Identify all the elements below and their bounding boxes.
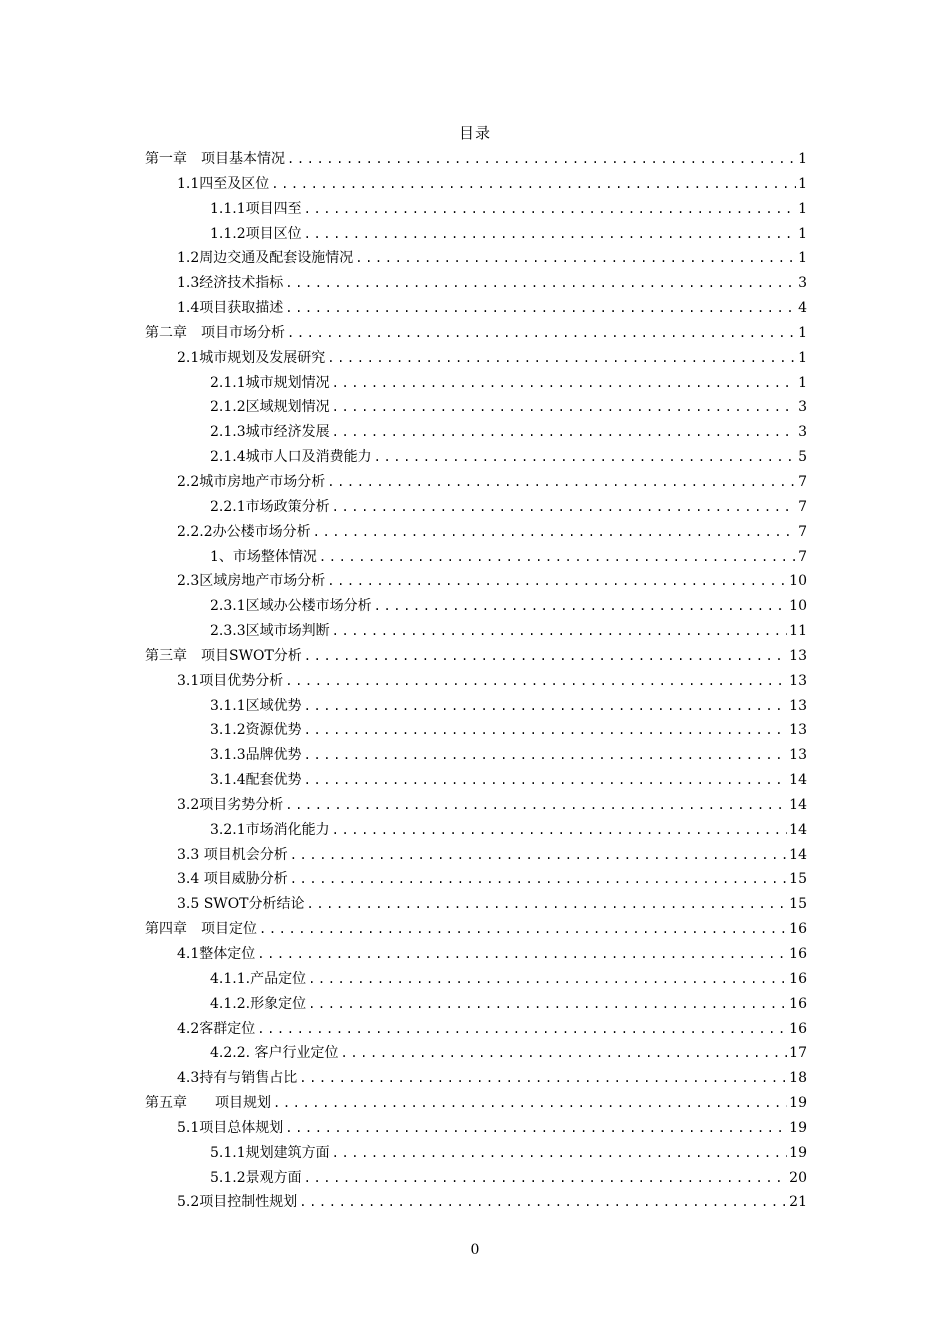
toc-entry-label: 3.2项目劣势分析 — [177, 796, 284, 813]
toc-leader-dots — [332, 619, 788, 644]
toc-entry[interactable] — [145, 743, 807, 768]
toc-leader-dots — [273, 1091, 787, 1116]
toc-entry-page: 17 — [789, 1045, 807, 1062]
toc-entry-page: 7 — [798, 473, 807, 490]
toc-entry-page: 14 — [789, 821, 807, 838]
toc-entry-label: 2.2城市房地产市场分析 — [177, 473, 326, 490]
toc-leader-dots — [299, 1190, 787, 1215]
toc-entry[interactable] — [145, 1041, 807, 1066]
toc-entry-label: 3.1.3品牌优势 — [210, 747, 302, 764]
toc-leader-dots — [341, 1041, 788, 1066]
toc-entry[interactable] — [145, 669, 807, 694]
toc-leader-dots — [290, 867, 787, 892]
toc-leader-dots — [327, 346, 796, 371]
toc-entry-label: 1.1.2项目区位 — [210, 225, 302, 242]
toc-entry[interactable] — [145, 843, 807, 868]
toc-entry-label: 2.1.4城市人口及消费能力 — [210, 449, 372, 466]
toc-entry-page: 18 — [789, 1070, 807, 1087]
toc-entry-page: 1 — [798, 250, 807, 267]
table-of-contents — [145, 147, 807, 1215]
toc-leader-dots — [332, 420, 796, 445]
toc-entry-label: 3.4 项目威胁分析 — [177, 871, 288, 888]
toc-entry-page: 7 — [798, 523, 807, 540]
toc-entry-page: 1 — [798, 349, 807, 366]
toc-entry-page: 1 — [798, 225, 807, 242]
toc-entry-label: 2.2.1市场政策分析 — [210, 498, 330, 515]
toc-entry-page: 16 — [789, 921, 807, 938]
toc-leader-dots — [332, 1141, 788, 1166]
toc-entry-label: 5.1项目总体规划 — [177, 1119, 284, 1136]
toc-entry-page: 3 — [798, 424, 807, 441]
toc-entry-page: 5 — [798, 449, 807, 466]
toc-entry[interactable] — [145, 1116, 807, 1141]
toc-entry-label: 2.1.2区域规划情况 — [210, 399, 330, 416]
toc-entry[interactable] — [145, 222, 807, 247]
toc-entry-label: 5.2项目控制性规划 — [177, 1194, 298, 1211]
toc-entry[interactable] — [145, 967, 807, 992]
toc-entry[interactable] — [145, 545, 807, 570]
toc-entry-label: 4.2.2. 客户行业定位 — [210, 1045, 339, 1062]
toc-leader-dots — [307, 892, 788, 917]
toc-entry-label: 3.3 项目机会分析 — [177, 846, 288, 863]
toc-leader-dots — [332, 371, 796, 396]
toc-entry-page: 1 — [798, 324, 807, 341]
toc-entry[interactable] — [145, 867, 807, 892]
toc-entry-page: 19 — [789, 1119, 807, 1136]
toc-leader-dots — [313, 520, 796, 545]
toc-leader-dots — [304, 768, 788, 793]
toc-leader-dots — [308, 992, 787, 1017]
toc-entry-label: 2.3.3区域市场判断 — [210, 623, 330, 640]
toc-leader-dots — [332, 818, 788, 843]
toc-entry-page: 10 — [789, 573, 807, 590]
toc-entry[interactable] — [145, 296, 807, 321]
toc-leader-dots — [304, 694, 788, 719]
toc-entry[interactable] — [145, 594, 807, 619]
toc-entry-label: 2.3.1区域办公楼市场分析 — [210, 598, 372, 615]
toc-entry[interactable] — [145, 793, 807, 818]
toc-entry-label: 4.1.2.形象定位 — [210, 995, 307, 1012]
toc-entry-label: 2.1.1城市规划情况 — [210, 374, 330, 391]
toc-leader-dots — [285, 296, 796, 321]
toc-leader-dots — [287, 147, 796, 172]
toc-entry[interactable] — [145, 942, 807, 967]
toc-entry[interactable] — [145, 197, 807, 222]
toc-entry-label: 4.2客群定位 — [177, 1020, 256, 1037]
toc-leader-dots — [374, 594, 788, 619]
toc-entry-label: 4.1整体定位 — [177, 946, 256, 962]
toc-leader-dots — [304, 1166, 788, 1191]
toc-entry-label: 3.1.1区域优势 — [210, 697, 302, 714]
toc-entry-label: 1、市场整体情况 — [210, 548, 317, 565]
toc-entry-label: 1.1.1项目四至 — [210, 200, 302, 217]
toc-entry-label: 3.1.2资源优势 — [210, 722, 302, 739]
toc-entry-page: 21 — [789, 1194, 807, 1211]
toc-entry[interactable] — [145, 395, 807, 420]
toc-entry-page: 16 — [789, 946, 807, 962]
toc-leader-dots — [259, 917, 787, 942]
toc-entry-page: 20 — [789, 1169, 807, 1186]
toc-entry-label: 2.3区域房地产市场分析 — [177, 573, 326, 590]
toc-entry[interactable] — [145, 371, 807, 396]
toc-leader-dots — [285, 1116, 787, 1141]
toc-leader-dots — [355, 246, 796, 271]
toc-entry-label: 1.2周边交通及配套设施情况 — [177, 250, 354, 267]
toc-entry-page: 14 — [789, 772, 807, 789]
toc-entry-page: 4 — [798, 300, 807, 317]
toc-entry[interactable] — [145, 321, 807, 346]
toc-entry-label: 1.1四至及区位 — [177, 175, 270, 192]
toc-leader-dots — [285, 793, 787, 818]
toc-entry[interactable] — [145, 1066, 807, 1091]
toc-leader-dots — [285, 669, 787, 694]
toc-entry-label: 2.2.2办公楼市场分析 — [177, 523, 311, 540]
toc-entry-label: 第三章 项目SWOT分析 — [145, 647, 302, 664]
page-title: 目录 — [458, 124, 491, 142]
toc-entry-label: 第一章 项目基本情况 — [145, 151, 285, 167]
toc-entry-label: 5.1.2景观方面 — [210, 1169, 302, 1186]
toc-leader-dots — [374, 445, 796, 470]
toc-entry-label: 3.1.4配套优势 — [210, 772, 302, 789]
toc-entry-page: 3 — [798, 275, 807, 292]
toc-leader-dots — [304, 644, 787, 669]
toc-leader-dots — [327, 569, 787, 594]
toc-entry-page: 7 — [798, 498, 807, 515]
toc-leader-dots — [257, 942, 787, 967]
toc-entry[interactable] — [145, 992, 807, 1017]
toc-leader-dots — [304, 197, 796, 222]
toc-entry[interactable] — [145, 768, 807, 793]
toc-entry-page: 15 — [789, 871, 807, 888]
toc-entry-page: 1 — [798, 151, 807, 167]
toc-leader-dots — [285, 271, 796, 296]
toc-leader-dots — [290, 843, 787, 868]
toc-entry-page: 16 — [789, 995, 807, 1012]
toc-leader-dots — [308, 967, 787, 992]
toc-entry[interactable] — [145, 644, 807, 669]
toc-entry[interactable] — [145, 892, 807, 917]
toc-entry-page: 16 — [789, 1020, 807, 1037]
toc-entry-page: 13 — [789, 747, 807, 764]
toc-entry-label: 4.3持有与销售占比 — [177, 1070, 298, 1087]
toc-entry[interactable] — [145, 1141, 807, 1166]
toc-entry[interactable] — [145, 1091, 807, 1116]
toc-entry-label: 1.3经济技术指标 — [177, 275, 284, 292]
toc-entry[interactable] — [145, 346, 807, 371]
toc-entry[interactable] — [145, 172, 807, 197]
toc-entry-page: 3 — [798, 399, 807, 416]
toc-leader-dots — [332, 395, 796, 420]
page-number: 0 — [470, 1242, 480, 1258]
toc-entry-label: 2.1.3城市经济发展 — [210, 424, 330, 441]
toc-entry-page: 16 — [789, 970, 807, 987]
toc-leader-dots — [319, 545, 796, 570]
toc-entry[interactable] — [145, 147, 807, 172]
toc-entry-page: 1 — [798, 175, 807, 192]
toc-leader-dots — [332, 495, 796, 520]
toc-entry-page: 13 — [789, 672, 807, 689]
toc-entry-page: 19 — [789, 1144, 807, 1161]
toc-entry[interactable] — [145, 917, 807, 942]
toc-entry-page: 13 — [789, 647, 807, 664]
toc-leader-dots — [304, 222, 796, 247]
toc-entry-label: 3.2.1市场消化能力 — [210, 821, 330, 838]
toc-entry[interactable] — [145, 1190, 807, 1215]
toc-entry-page: 13 — [789, 697, 807, 714]
toc-entry-page: 13 — [789, 722, 807, 739]
toc-entry-label: 第四章 项目定位 — [145, 921, 257, 938]
toc-entry-page: 19 — [789, 1095, 807, 1112]
toc-entry[interactable] — [145, 1017, 807, 1042]
toc-entry[interactable] — [145, 694, 807, 719]
toc-entry[interactable] — [145, 271, 807, 296]
toc-entry[interactable] — [145, 818, 807, 843]
toc-entry-page: 11 — [789, 623, 807, 640]
toc-entry-label: 4.1.1.产品定位 — [210, 970, 307, 987]
toc-leader-dots — [287, 321, 796, 346]
toc-entry-page: 14 — [789, 846, 807, 863]
toc-entry[interactable] — [145, 1166, 807, 1191]
toc-leader-dots — [327, 470, 796, 495]
toc-entry[interactable] — [145, 619, 807, 644]
toc-entry-page: 15 — [789, 896, 807, 913]
toc-entry[interactable] — [145, 569, 807, 594]
toc-entry[interactable] — [145, 520, 807, 545]
toc-leader-dots — [304, 743, 788, 768]
toc-entry-label: 第二章 项目市场分析 — [145, 324, 285, 341]
toc-leader-dots — [304, 718, 788, 743]
toc-entry-label: 1.4项目获取描述 — [177, 300, 284, 317]
toc-leader-dots — [257, 1017, 787, 1042]
toc-entry-page: 1 — [798, 200, 807, 217]
toc-entry[interactable] — [145, 420, 807, 445]
toc-entry-label: 3.5 SWOT分析结论 — [177, 896, 305, 913]
toc-entry-label: 第五章 项目规划 — [145, 1095, 271, 1112]
toc-entry[interactable] — [145, 718, 807, 743]
toc-entry-page: 14 — [789, 796, 807, 813]
toc-entry-page: 1 — [798, 374, 807, 391]
toc-entry[interactable] — [145, 495, 807, 520]
toc-leader-dots — [271, 172, 796, 197]
toc-entry-label: 3.1项目优势分析 — [177, 672, 284, 689]
toc-entry-label: 2.1城市规划及发展研究 — [177, 349, 326, 366]
toc-leader-dots — [299, 1066, 787, 1091]
toc-entry-label: 5.1.1规划建筑方面 — [210, 1144, 330, 1161]
toc-entry-page: 7 — [798, 548, 807, 565]
toc-entry[interactable] — [145, 246, 807, 271]
toc-entry-page: 10 — [789, 598, 807, 615]
toc-entry[interactable] — [145, 445, 807, 470]
toc-entry[interactable] — [145, 470, 807, 495]
